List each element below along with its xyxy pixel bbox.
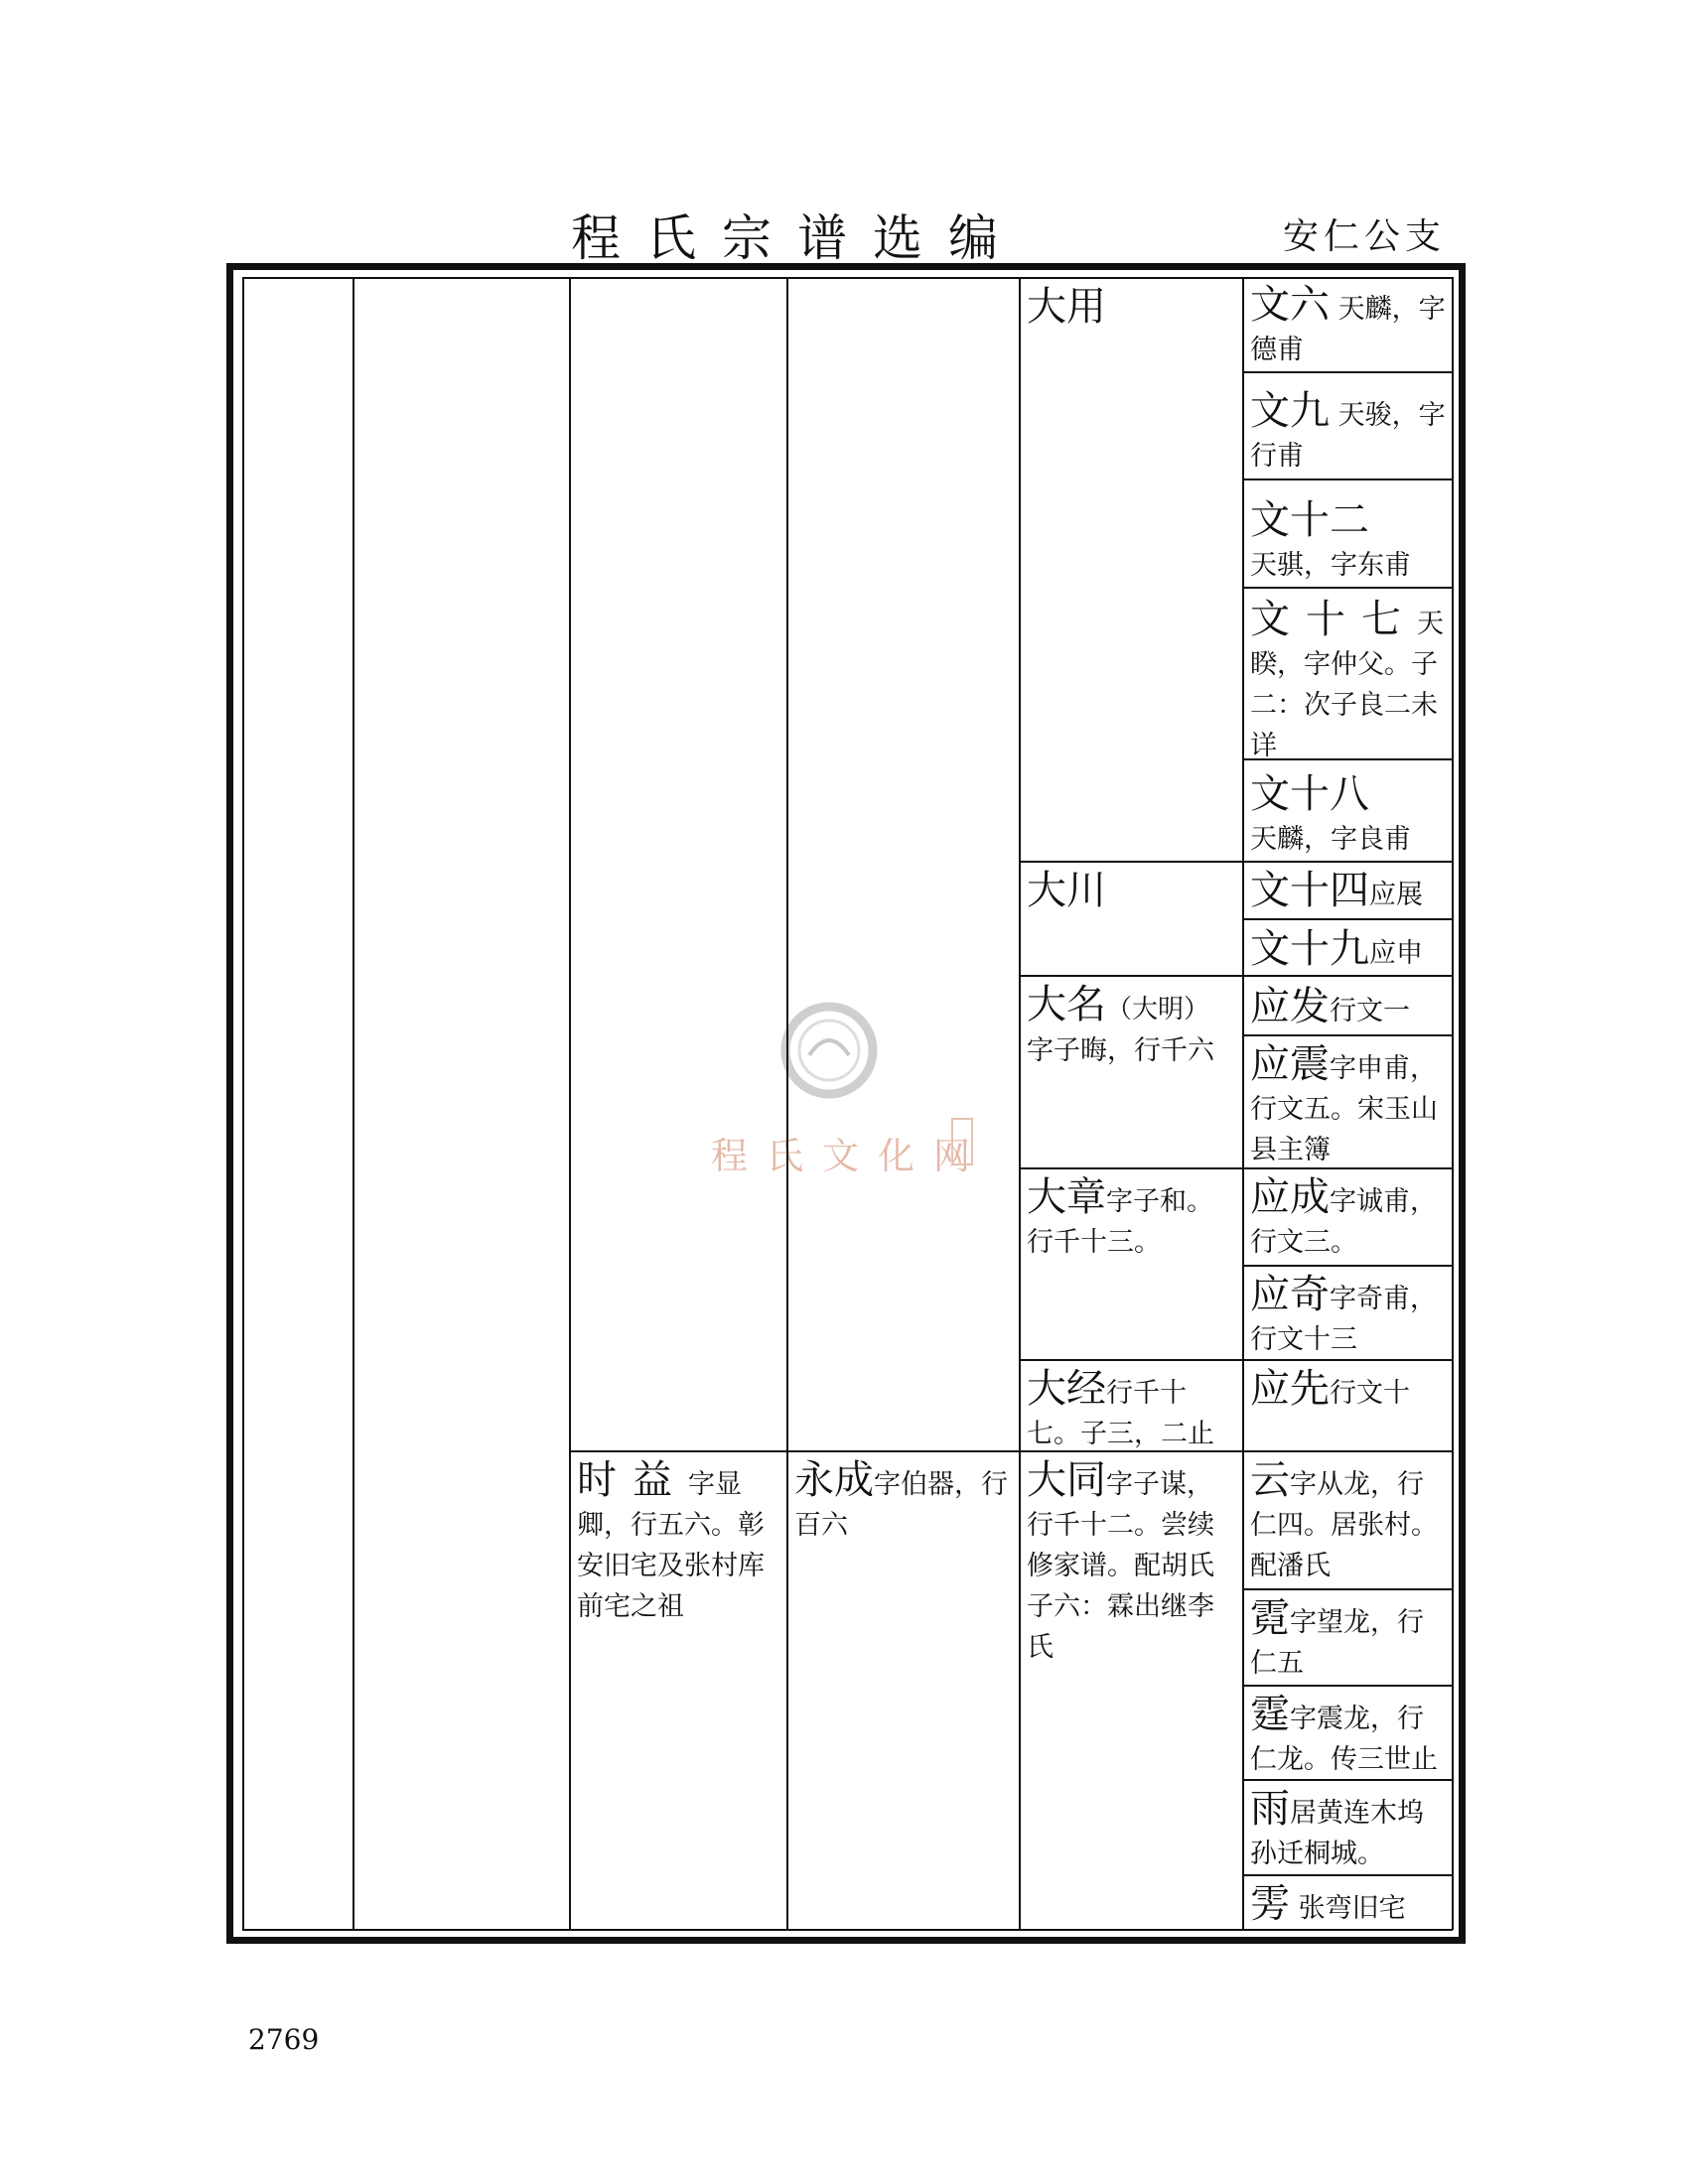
row-line (1019, 975, 1242, 977)
entry-wenliu (1250, 283, 1447, 370)
entry-name: 永成 (794, 1458, 874, 1503)
entry-name: 大用 (1027, 285, 1106, 330)
entry-note: 字望龙，行仁五 (1250, 1607, 1424, 1679)
entry-note: 行文一 (1330, 996, 1410, 1026)
row-line (242, 1929, 1453, 1931)
genealogy-table (226, 263, 1466, 1944)
entry-note: 字诚甫，行文三。 (1250, 1186, 1437, 1258)
entry-name: 应奇 (1250, 1273, 1330, 1317)
column-line (569, 277, 571, 1930)
entry-note: 天睽，字仲父。子二：次子良二未详 (1250, 609, 1444, 761)
entry-note: 字奇甫，行文十三 (1250, 1284, 1437, 1355)
row-line (1242, 975, 1452, 977)
entry-name: 雨 (1250, 1787, 1290, 1832)
entry-name: 文十八 (1250, 772, 1369, 817)
entry-name: 大名 (1027, 983, 1106, 1027)
entry-name: 文十七 (1250, 598, 1417, 642)
row-line (1242, 1034, 1452, 1036)
entry-note: 字子和。行千十三。 (1027, 1186, 1213, 1258)
row-line (569, 1450, 1019, 1452)
row-line (242, 277, 1453, 279)
entry-name: 大同 (1027, 1458, 1106, 1503)
entry-note: 行文十 (1330, 1378, 1410, 1409)
entry-name: 霓 (1250, 1596, 1290, 1641)
entry-note: 字显卿，行五六。彰安旧宅及张村库前宅之祖 (577, 1469, 765, 1622)
entry-pang (1250, 1882, 1447, 1929)
entry-wenjiu (1250, 389, 1447, 477)
entry-note: 天麟，字良甫 (1250, 824, 1411, 855)
entry-yingcheng (1250, 1175, 1447, 1263)
row-line (1019, 1167, 1242, 1169)
row-line (1242, 587, 1452, 589)
entry-yun (1250, 1458, 1447, 1586)
entry-note: 应展 (1369, 880, 1423, 910)
entry-ni (1250, 1596, 1447, 1684)
entry-note: 字从龙，行仁四。居张村。配潘氏 (1250, 1469, 1438, 1581)
row-line (1019, 1359, 1242, 1361)
entry-dachuan (1027, 869, 1237, 915)
watermark-text: 程氏文化网 (711, 1135, 989, 1177)
branch-title: 安仁公支 (1283, 216, 1447, 257)
entry-yongcheng (794, 1458, 1015, 1546)
entry-note: 字子谋，行千十二。尝续修家谱。配胡氏子六：霖出继李氏 (1027, 1469, 1214, 1663)
column-line (1452, 277, 1454, 1930)
entry-name: 文六 (1250, 283, 1330, 328)
entry-name: 霆 (1250, 1693, 1290, 1737)
column-line (1242, 277, 1244, 1930)
book-title: 程氏宗谱选编 (571, 209, 1024, 267)
entry-note: 字子晦，行千六 (1027, 1035, 1214, 1066)
entry-yu (1250, 1787, 1447, 1874)
row-line (1019, 861, 1242, 863)
entry-dayong (1027, 285, 1237, 332)
entry-dazhang (1027, 1175, 1237, 1263)
column-line (352, 277, 354, 1930)
row-line (1242, 1265, 1452, 1267)
entry-note: 天骐，字东甫 (1250, 550, 1411, 581)
entry-name: 云 (1250, 1458, 1290, 1503)
entry-ting (1250, 1693, 1447, 1780)
entry-note: 张弯旧宅 (1298, 1893, 1406, 1924)
entry-name: 时益 (577, 1458, 688, 1503)
entry-name: 雱 (1250, 1882, 1290, 1927)
entry-yingxian (1250, 1367, 1447, 1414)
entry-note: 天麟，字德甫 (1250, 294, 1446, 365)
entry-name: 大章 (1027, 1175, 1106, 1220)
entry-name: 文十九 (1250, 927, 1369, 972)
entry-wenshier (1250, 498, 1447, 586)
entry-wenshijiu (1250, 927, 1447, 974)
entry-name: 文九 (1250, 389, 1330, 434)
entry-name: 文十二 (1250, 498, 1369, 543)
page-number: 2769 (248, 2023, 320, 2056)
entry-note: 应申 (1369, 938, 1423, 969)
row-line (1242, 861, 1452, 863)
row-line (1242, 1874, 1452, 1876)
column-line (1019, 277, 1021, 1930)
column-line (786, 277, 788, 1930)
entry-note: 行千十七。子三，二止 (1027, 1378, 1214, 1449)
entry-note: 字申甫，行文五。宋玉山县主簿 (1250, 1053, 1438, 1165)
entry-note: 天骏，字行甫 (1250, 400, 1446, 472)
row-line (1242, 371, 1452, 373)
entry-name: 大川 (1027, 869, 1106, 913)
entry-yingfa (1250, 985, 1447, 1031)
row-line (1242, 1450, 1452, 1452)
row-line (1242, 1588, 1452, 1590)
row-line (1242, 478, 1452, 480)
row-line (1242, 1685, 1452, 1687)
entry-yingzhen (1250, 1042, 1447, 1170)
entry-daming (1027, 983, 1237, 1071)
row-line (1242, 918, 1452, 920)
entry-name: 应成 (1250, 1175, 1330, 1220)
entry-name: 大经 (1027, 1367, 1106, 1412)
entry-name: 应发 (1250, 985, 1330, 1029)
entry-name: 应震 (1250, 1042, 1330, 1087)
entry-name: 应先 (1250, 1367, 1330, 1412)
entry-alias: （大明） (1106, 995, 1210, 1024)
entry-name: 文十四 (1250, 869, 1369, 913)
entry-datong (1027, 1458, 1237, 1668)
entry-dajing (1027, 1367, 1237, 1454)
entry-wenshisi (1250, 869, 1447, 915)
entry-note: 居黄连木坞孙迁桐城。 (1250, 1798, 1424, 1869)
entry-yingqi (1250, 1273, 1447, 1360)
entry-note: 字震龙，行仁龙。传三世止 (1250, 1704, 1438, 1775)
entry-note: 字伯器，行百六 (794, 1469, 1008, 1541)
entry-shiyi (577, 1458, 779, 1627)
entry-wenshiqi (1250, 598, 1447, 766)
entry-wenshiba (1250, 772, 1447, 860)
column-line (242, 277, 244, 1930)
